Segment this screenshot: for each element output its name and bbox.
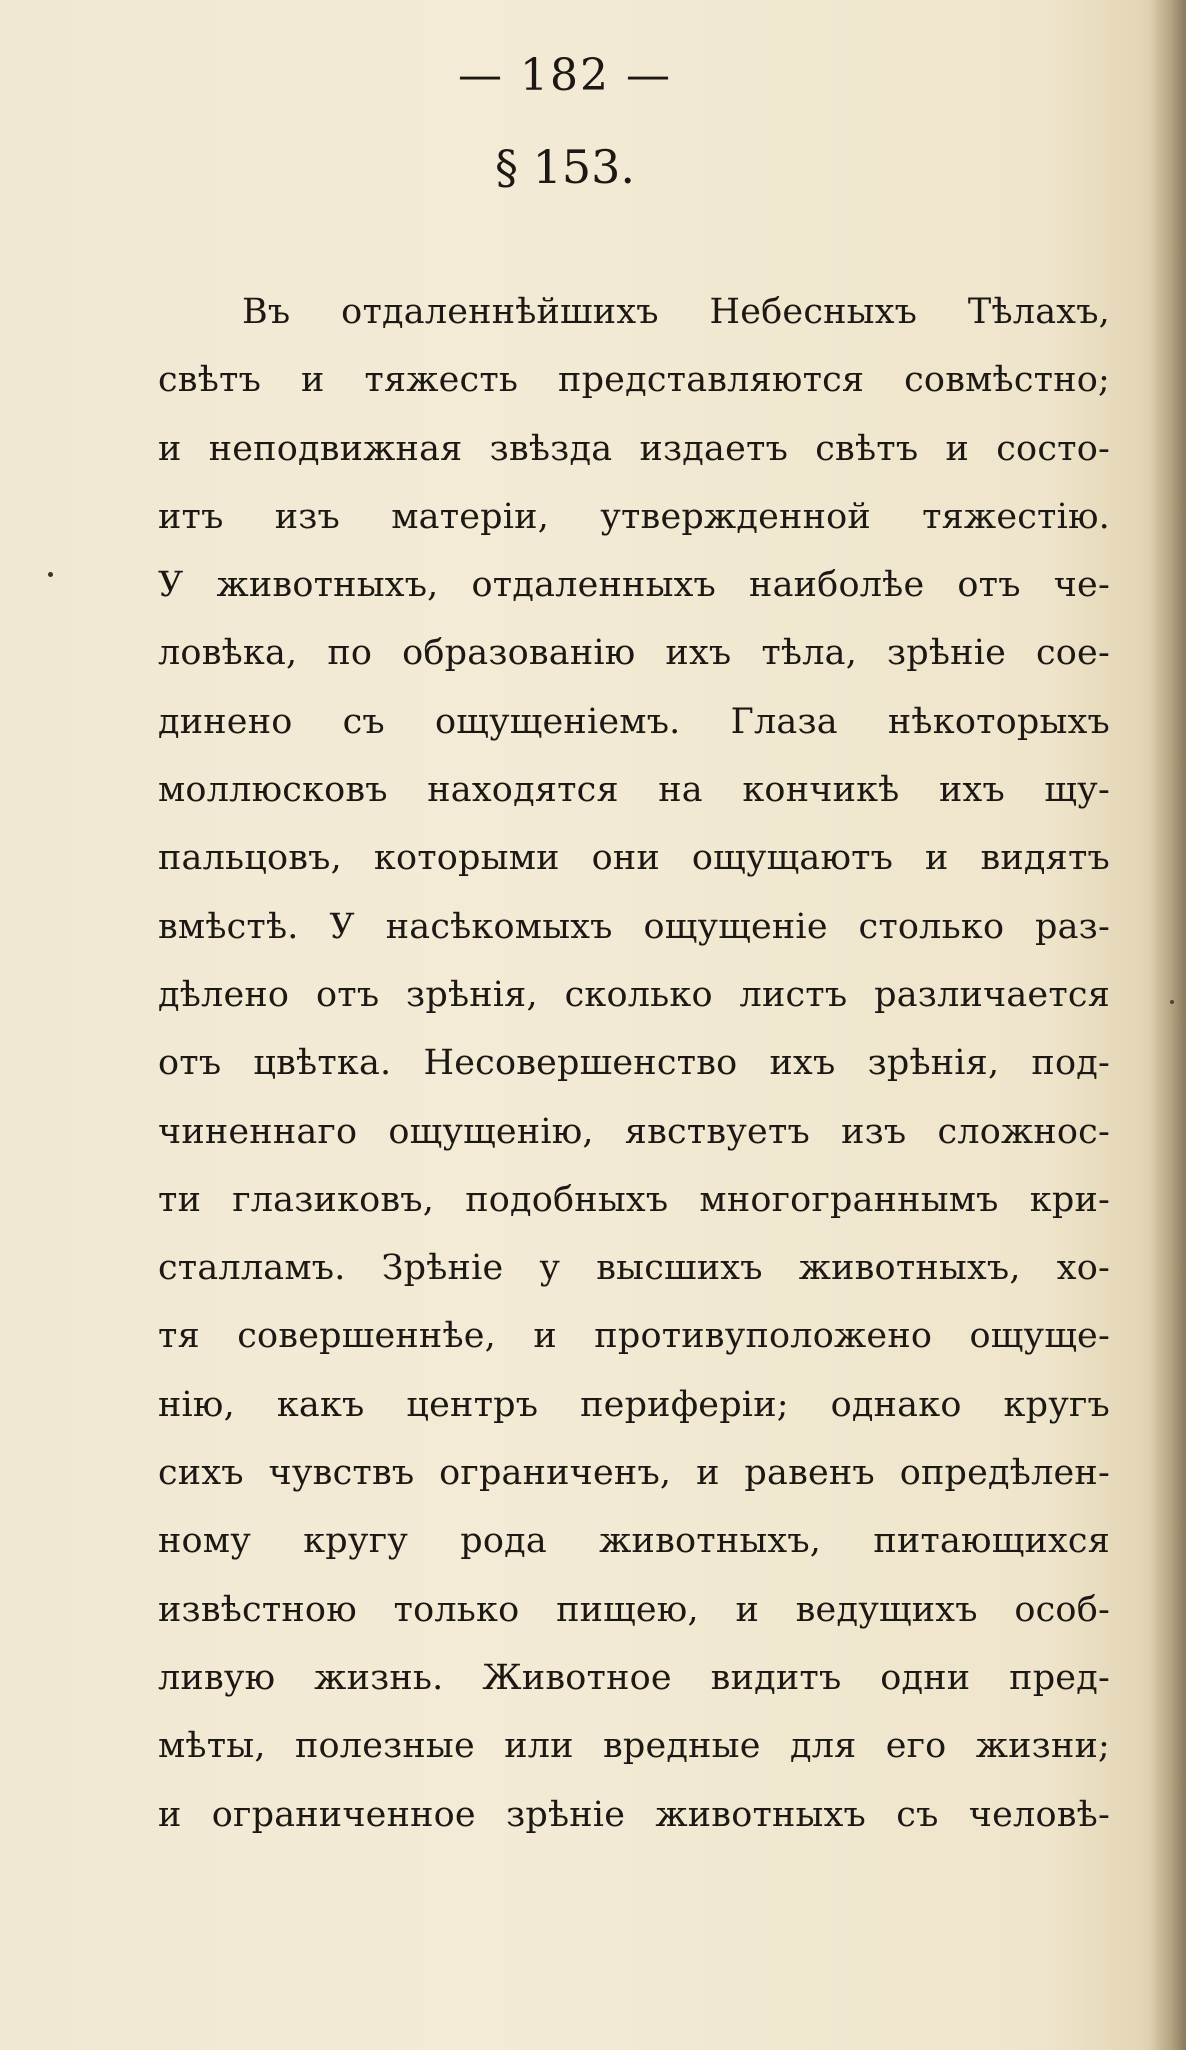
text-line: ному кругу рода животныхъ, питающихся xyxy=(158,1521,1110,1562)
text-line: извѣстною только пищею, и ведущихъ особ- xyxy=(158,1589,1110,1630)
text-line: итъ изъ матерiи, утвержденной тяжестiю. xyxy=(158,496,1110,537)
body-text xyxy=(158,278,1110,1849)
text-line: тя совершеннѣе, и противуположено ощуще- xyxy=(158,1316,1110,1357)
ink-speck xyxy=(48,572,53,577)
text-line: сихъ чувствъ ограниченъ, и равенъ опредѣлен- xyxy=(158,1453,1110,1494)
text-line: ти глазиковъ, подобныхъ многограннымъ кри- xyxy=(158,1179,1110,1220)
text-line: свѣтъ и тяжесть представляются совмѣстно; xyxy=(158,360,1110,401)
text-line: дѣлено отъ зрѣнiя, сколько листъ различается xyxy=(158,974,1110,1015)
text-line: моллюсковъ находятся на кончикѣ ихъ щу- xyxy=(158,770,1110,811)
text-line: Въ отдаленнѣйшихъ Небесныхъ Тѣлахъ, xyxy=(242,292,1110,332)
page-number: — 182 — xyxy=(458,50,672,101)
text-line: нiю, какъ центръ периферiи; однако кругъ xyxy=(158,1384,1110,1425)
text-line: У животныхъ, отдаленныхъ наиболѣе отъ че- xyxy=(158,565,1110,606)
text-line: чиненнаго ощущенiю, явствуетъ изъ сложнос- xyxy=(158,1111,1110,1152)
page-gutter-shadow xyxy=(1150,0,1186,2050)
section-heading: § 153. xyxy=(494,140,636,194)
text-line: ловѣка, по образованiю ихъ тѣла, зрѣнiе сое- xyxy=(158,633,1110,674)
text-line: отъ цвѣтка. Несовершенство ихъ зрѣнiя, под- xyxy=(158,1043,1110,1084)
text-line: и неподвижная звѣзда издаетъ свѣтъ и состо- xyxy=(158,428,1110,469)
text-line: динено съ ощущенiемъ. Глаза нѣкоторыхъ xyxy=(158,701,1110,742)
text-line: мѣты, полезные или вредные для его жизни; xyxy=(158,1726,1110,1767)
text-line: и ограниченное зрѣнiе животныхъ съ человѣ- xyxy=(158,1794,1110,1835)
text-line: сталламъ. Зрѣнiе у высшихъ животныхъ, хо- xyxy=(158,1248,1110,1289)
text-line: ливую жизнь. Животное видитъ одни пред- xyxy=(158,1657,1110,1698)
text-line: вмѣстѣ. У насѣкомыхъ ощущенiе столько раз- xyxy=(158,906,1110,947)
text-line: пальцовъ, которыми они ощущаютъ и видятъ xyxy=(158,838,1110,879)
